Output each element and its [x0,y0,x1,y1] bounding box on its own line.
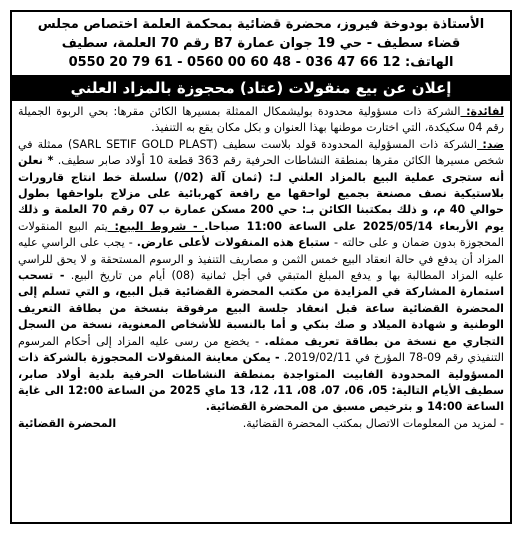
against-text: الشركة ذات المسؤولية المحدودة قولد بلاست سطيف (SARL SETIF GOLD PLAST) ممثلة في شخص مسيرها الكائن مقرها بمنطقة النشاطات الحرفية رقم 363 قطعة 10 أولاد صابر سطيف. [18,137,504,168]
header-line-2: قضاء سطيف - حي 19 جوان عمارة B7 رقم 70 العلمة، سطيف [61,36,461,51]
header-line-1: الأستاذة بودوخة فيروز، محضرة قضائية بمحكمة العلمة اختصاص مجلس [37,17,485,32]
beneficiary-text: الشركة ذات مسؤولية محدودة بوليشمكال الممثلة بمسيرها الكائن مقرها: بحي الربوة الجميلة رقم 04 سكيكدة، التي اختارت موطنها بهذا العنوان و بكل مكان يقع به التنفيذ. [18,105,504,135]
footer-signature: المحضرة القضائية [18,416,117,430]
phone-numbers: 0550 20 79 61 - 0560 00 60 48 - 036 47 66 12 [68,55,401,70]
decree-text: - يخضع من رسى عليه المزاد إلى أحكام المرسوم التنفيذي رقم 09-78 المؤرخ في 2019/02/11. [18,334,504,365]
conditions-text: يتم البيع المنقولات المحجوزة بدون ضمان و على حالته - [18,219,505,250]
payment-terms-text: - يجب على الراسي عليه المزاد أن يدفع في حالة انعقاد البيع خمس الثمن و مصاريف التنفيذ و الرسوم المستحقة و لا يحق للراسي عليه المزاد المطالبة بها و يدفع المبلغ المتبقي في أجل ثمانية (08) أيام من تاريخ البيع. [18,236,504,283]
bailiff-header [12,12,510,74]
announcement-frame [10,10,512,524]
footer-contact-text: - لمزيد من المعلومات الاتصال بمكتب المحضرة القضائية. [242,416,504,430]
participation-form-text: - تسحب استمارة المشاركة في المزايدة من مكتب المحضرة القضائية قبل البيع، و التي تسلم إلى المحضرة القضائية ساعة قبل انعقاد جلسة البيع مرفوقة بنسخة من بطاقة التعريف الوطنية و شهادة الميلاد و صك بنكي و أما بالنسبة للأشخاص المعنوية، نسخة من السجل التجاري مع نسخة من بطاقة تعريف ممثله. [18,269,504,348]
header-phone [18,53,504,72]
announcement-title-banner: إعلان عن بيع منقولات (عتاد) محجوزة بالمزاد العلني [12,75,510,101]
footer-line [18,416,504,432]
against-label: ضد: [477,137,504,151]
sale-notice-text: * نعلن أنه ستجرى عملية البيع بالمزاد العلني لـ: (ثمان آلة (02/) سلسلة خط انتاج قارورات بلاستيكية نصف مصنعة بجميع لواحقها مع رافعة كهربائية على مزلاج بلواحقها بطول حوالي 40 م، و ذلك بمكتبنا الكائن بـ: حي 200 مسكن عمارة ب 07 رقم 70 العلمة و ذلك يوم الأربعاء 2025/05/14 على الساعة 11:00 صباحا. [18,154,505,233]
phone-label: الهاتف: [400,55,454,70]
inspection-days-text: - يمكن معاينة المنقولات المحجوزة بالشركة ذات المسؤولية المحدودة الفابيت المتواجدة بمنطقة النشاطات الحرفية بلدية أولاد صابر، سطيف الأيام التالية: 05، 06، 07، 08، 11، 12، 13 ماي 2025 من الساعة 12:00 الى غاية الساعة 14:00 و بترخيص مسبق من المحضرة القضائية. [18,351,505,414]
conditions-label: - شروط البيع: [107,219,205,233]
announcement-body [12,102,510,432]
highest-bidder-text: ستباع هذه المنقولات لأعلى عارض. [136,236,330,250]
beneficiary-paragraph [18,104,504,137]
beneficiary-label: لفائدة: [460,105,504,118]
against-paragraph [18,137,504,416]
